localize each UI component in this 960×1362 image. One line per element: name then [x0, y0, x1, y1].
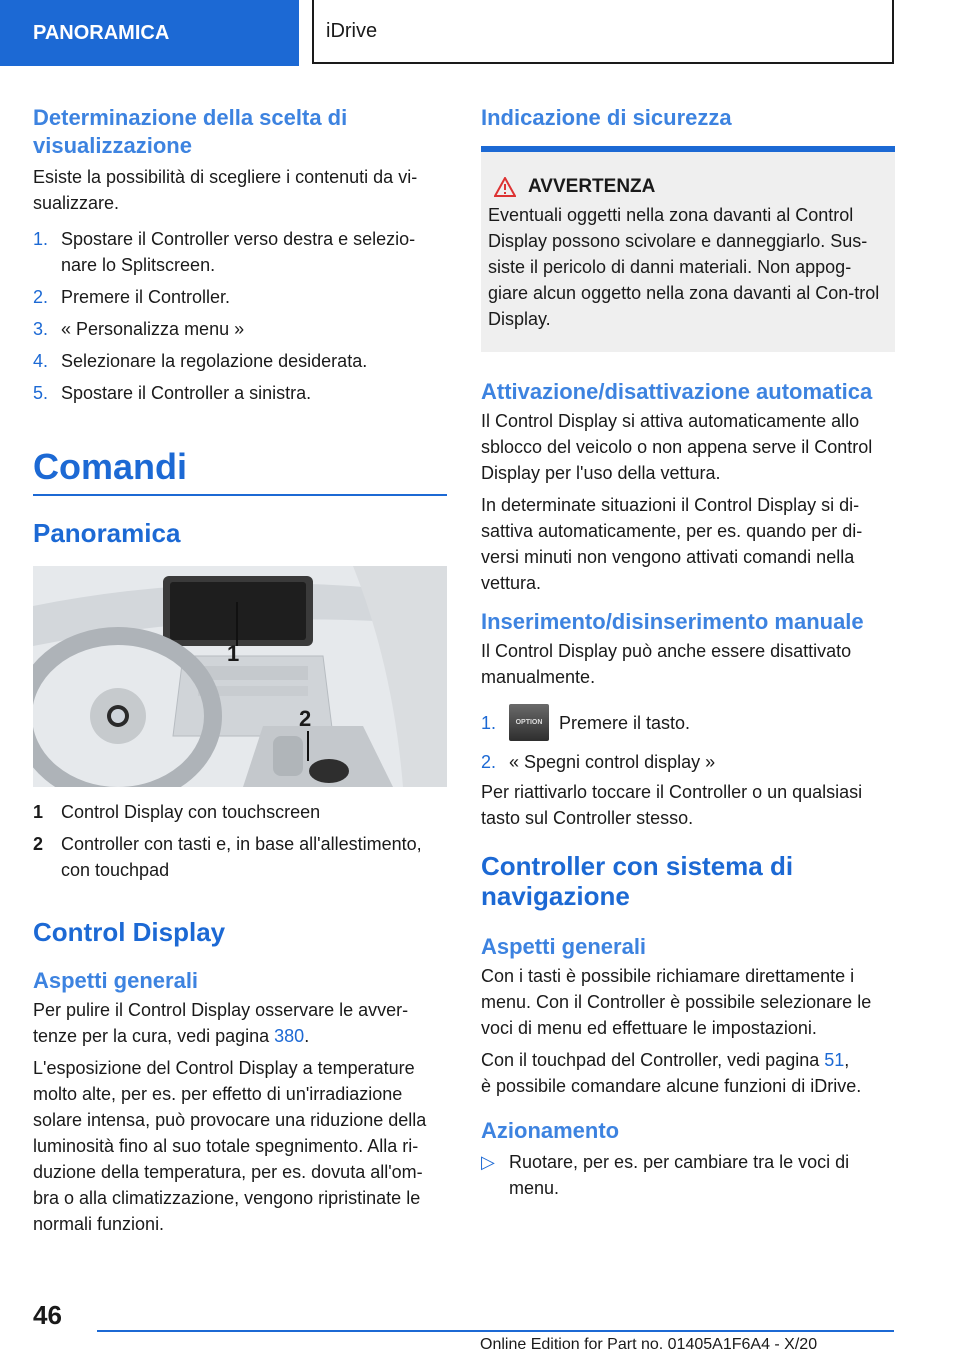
list-item: ▷ Ruotare, per es. per cambiare tra le voci di menu.: [481, 1149, 895, 1201]
heading-determinazione: Determinazione della scelta di visualizzazione: [33, 105, 348, 158]
list-item: 1. Spostare il Controller verso destra e selezio-nare lo Splitscreen.: [33, 229, 416, 275]
bullet-triangle-icon: ▷: [481, 1152, 495, 1172]
heading-aspetti-generali: Aspetti generali: [33, 968, 199, 993]
para-tasti: Con i tasti è possibile richiamare direttamente i menu. Con il Controller è possibile selezionare le voci di menu ed effettuare le impostazioni.: [481, 966, 872, 1038]
manual-steps: [481, 704, 895, 775]
list-item: 1. OPTION Premere il tasto.: [481, 704, 895, 741]
legend-item: 2 Controller con tasti e, in base all'allestimento, con touchpad: [33, 834, 422, 880]
warning-box: [481, 152, 895, 352]
para-riattivare: Per riattivarlo toccare il Controller o un qualsiasi tasto sul Controller stesso.: [481, 782, 863, 828]
heading-panoramica: Panoramica: [33, 518, 181, 548]
callout-1: 1: [227, 641, 240, 666]
para-determinazione: Esiste la possibilità di scegliere i contenuti da vi-sualizzare.: [33, 167, 418, 213]
page-number: 46: [33, 1300, 62, 1330]
callout-2: 2: [299, 706, 312, 731]
para-attivazione-2: In determinate situazioni il Control Display si di-sattiva automaticamente, per es. quando per di-versi minuti non vengono attivati comandi nella vettura.: [481, 495, 863, 593]
list-item: 5. Spostare il Controller a sinistra.: [33, 383, 312, 403]
heading-inserimento: Inserimento/disinserimento manuale: [481, 609, 864, 634]
list-item: 4. Selezionare la regolazione desiderata.: [33, 351, 368, 371]
para-esposizione: L'esposizione del Control Display a temperature molto alte, per es. per effetto di un'irradiazione solare intensa, può provocare una riduzione della luminosità fino al suo totale spegnimento. Alla ri-duzione della temperatura, per es. dovuta all'om-bra o alla climatizzazione, vengono ripristinate le normali funzioni.: [33, 1058, 427, 1234]
left-column: [33, 100, 447, 1237]
para-attivazione-1: Il Control Display si attiva automaticamente allo sblocco del veicolo o non appena serve il Control Display per l'uso della vettura.: [481, 411, 873, 483]
header-section-title: PANORAMICA: [33, 21, 170, 44]
page-link-51[interactable]: 51: [824, 1050, 845, 1070]
legend-item: 1 Control Display con touchscreen: [33, 802, 321, 822]
heading-azionamento: Azionamento: [481, 1118, 620, 1143]
option-button-icon: OPTION: [509, 704, 549, 741]
warning-text: Eventuali oggetti nella zona davanti al Control Display possono scivolare e danneggiarlo. Sus-siste il pericolo di danni materiali. Non appog-giare alcun oggetto nella zona davanti al Con-trol Display.: [488, 205, 880, 329]
header-section-tab: [0, 0, 299, 66]
warning-title: AVVERTENZA: [528, 176, 656, 197]
footer-rule: [97, 1330, 894, 1332]
cockpit-drawing: [33, 566, 447, 787]
para-touchpad: Con il touchpad del Controller, vedi pagina 51, è possibile comandare alcune funzioni di iDrive.: [481, 1050, 862, 1096]
heading-sicurezza: Indicazione di sicurezza: [481, 104, 895, 152]
heading-comandi: Comandi: [33, 446, 447, 496]
heading-controller-navigazione: Controller con sistema di navigazione: [481, 851, 794, 911]
para-pulire: Per pulire il Control Display osservare le avver-tenze per la cura, vedi pagina 380.: [33, 1000, 409, 1046]
heading-aspetti-generali-2: Aspetti generali: [481, 934, 647, 959]
header-chapter-title: iDrive: [326, 19, 378, 42]
warning-header: [488, 176, 887, 198]
cockpit-illustration: [33, 566, 447, 787]
list-item: 2. Premere il Controller.: [33, 287, 231, 307]
legend: [33, 799, 447, 883]
header-chapter-tab: [312, 0, 894, 64]
list-item: 3. « Personalizza menu »: [33, 319, 245, 339]
right-column: [481, 100, 895, 1201]
azionamento-list: [481, 1149, 895, 1201]
heading-attivazione: Attivazione/disattivazione automatica: [481, 379, 873, 404]
list-item: 2. « Spegni control display »: [481, 752, 716, 772]
heading-control-display: Control Display: [33, 917, 226, 947]
warning-triangle-icon: [494, 177, 516, 197]
page-link-380[interactable]: 380: [274, 1026, 305, 1046]
para-inserimento: Il Control Display può anche essere disattivato manualmente.: [481, 641, 852, 687]
footer-edition: Online Edition for Part no. 01405A1F6A4 - X/20: [480, 1336, 818, 1353]
steps-list: [33, 226, 447, 406]
